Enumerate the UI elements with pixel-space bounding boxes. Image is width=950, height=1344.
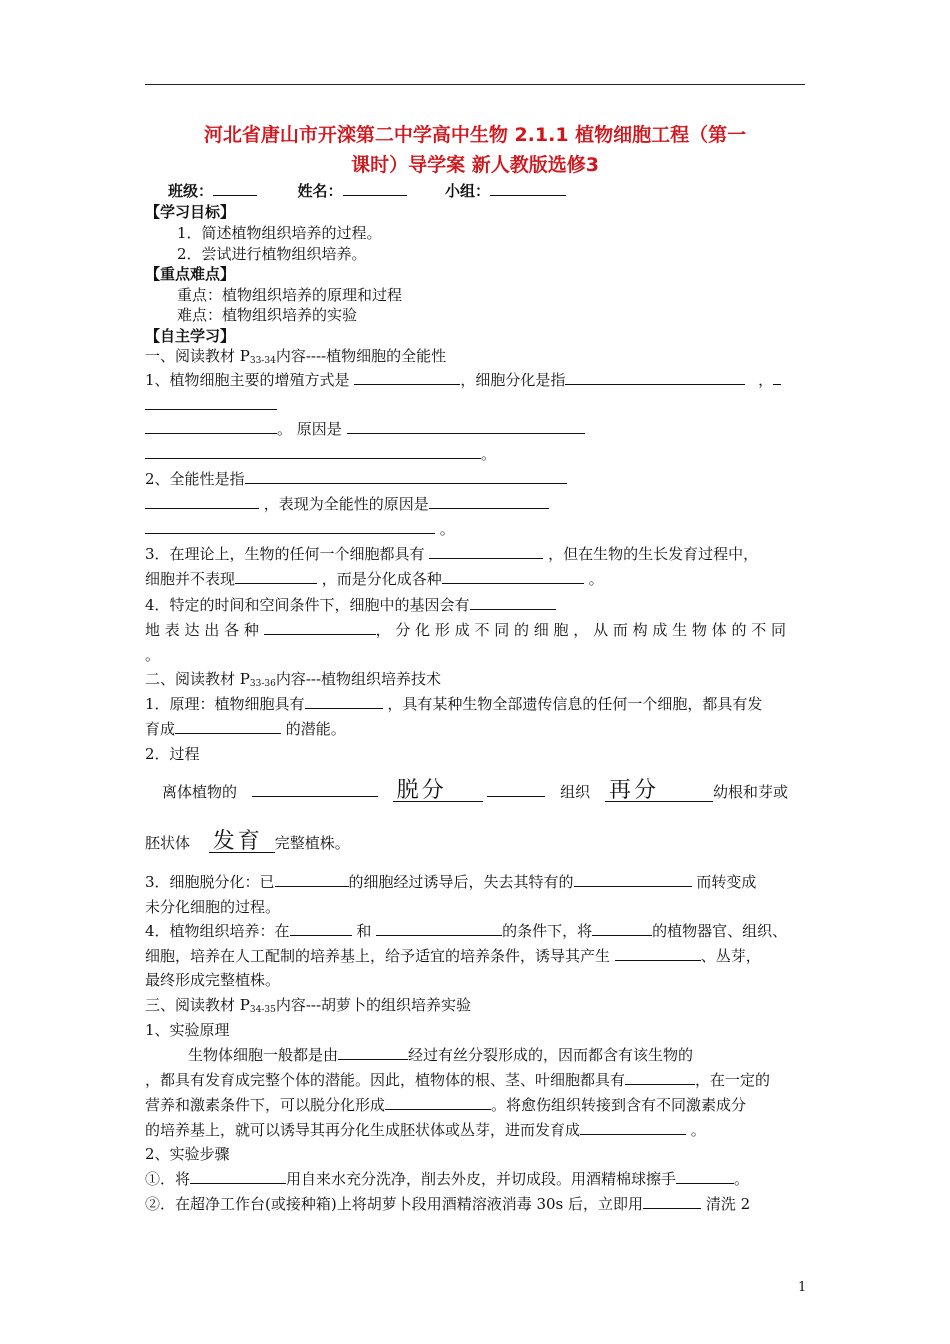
blank-step-1[interactable] [190,1169,286,1184]
blank-step-2[interactable] [676,1169,734,1184]
principle-text-2b: ，在一定的 [695,1071,771,1089]
blank-principle-1[interactable] [338,1045,408,1060]
p4-line-3: 最终形成完整植株。 [145,971,281,989]
p3-line-1 [145,872,756,892]
blank-q3-2[interactable] [235,569,317,584]
blank-q2-1[interactable] [245,469,567,484]
principle-text-2a: ，都具有发育成完整个体的潜能。因此，植物体的根、茎、叶细胞都具有 [145,1071,626,1089]
q2-text-a: 2、全能性是指 [145,470,245,488]
key-point: 重点：植物组织培养的原理和过程 [177,286,403,304]
blank-p3-2[interactable] [574,872,692,887]
p4-text-b: 和 [356,922,372,940]
process-flow-line-1 [162,778,788,803]
class-field[interactable] [213,181,257,196]
flow-development-arrow: 发育 [209,832,275,853]
process-flow-line-2 [145,829,350,854]
q2-text-b: ，表现为全能性的原因是 [263,495,429,513]
blank-q4-2[interactable] [264,620,376,635]
flow-redifferentiation-arrow: 再分 [605,781,713,802]
q2-line-1 [145,469,567,489]
principle-text-1a: 生物体细胞一般都是由 [188,1046,339,1064]
part1-heading [145,346,446,371]
part1-heading-text: 一、阅读教材 P [145,347,250,365]
q2-text-c: 。 [439,520,455,538]
part1-page-range: 33-34 [249,356,276,366]
blank-q2-3[interactable] [429,494,549,509]
blank-p3-1[interactable] [275,872,349,887]
step-1 [145,1169,749,1189]
part2-heading-topic: 内容---植物组织培养技术 [275,670,442,688]
step-2 [145,1194,750,1214]
q4-line-3: 。 [145,646,161,664]
step1-text-a: ①．将 [145,1170,191,1188]
q3-text-a: 3．在理论上，生物的任何一个细胞都具有 [145,545,425,563]
header-rule [145,84,805,85]
name-field[interactable] [343,181,407,196]
p1-line-2 [145,719,346,739]
part3-heading [145,995,471,1020]
goal-item-2: 2．尝试进行植物组织培养。 [177,245,367,263]
p2-heading: 2．过程 [145,745,200,763]
principle-line-3 [145,1095,746,1115]
blank-q1-2[interactable] [565,370,745,385]
q3-line-1 [145,544,758,564]
p4-text-f: 、丛芽， [700,947,761,965]
q4-text-a: 4．特定的时间和空间条件下，细胞中的基因会有 [145,596,470,614]
class-label: 班级： [168,182,214,200]
principle-text-4a: 的培养基上，就可以诱导其再分化生成胚状体或丛芽，进而发育成 [145,1121,581,1139]
blank-p1-2[interactable] [175,719,281,734]
student-info-row [168,181,566,201]
blank-p4-1[interactable] [290,921,352,936]
blank-flow-2[interactable] [487,782,545,797]
self-study-heading: 【自主学习】 [145,327,236,345]
p1-text-a: 1．原理：植物细胞具有 [145,695,305,713]
q3-text-e: 。 [588,570,604,588]
blank-q2-4[interactable] [145,519,435,534]
blank-p1-1[interactable] [305,694,383,709]
flow-text-e: 完整植株。 [274,834,350,852]
principle-text-4b: 。 [690,1121,706,1139]
title-line-2: 课时）导学案 新人教版选修3 [351,154,599,176]
part3-heading-text: 三、阅读教材 P [145,996,250,1014]
p3-line-2: 未分化细胞的过程。 [145,898,281,916]
blank-q1-1[interactable] [354,370,460,385]
q4-text-c: ， 分 化 形 成 不 同 的 细 胞 ， 从 而 构 成 生 物 体 的 不 同 [375,621,786,639]
flow-text-d: 胚状体 [145,834,191,852]
part1-heading-topic: 内容----植物细胞的全能性 [275,347,447,365]
blank-flow-1[interactable] [252,782,378,797]
step1-text-c: 。 [734,1170,750,1188]
flow-text-b: 组织 [560,783,591,801]
principle-text-1b: 经过有丝分裂形成的，因而都含有该生物的 [408,1046,694,1064]
goals-heading: 【学习目标】 [145,203,236,221]
blank-q1-6[interactable] [145,444,481,459]
blank-q2-2[interactable] [145,494,259,509]
p1-text-d: 的潜能。 [285,720,346,738]
blank-q1-3[interactable] [145,395,277,410]
step2-text-a: ②．在超净工作台(或接种箱)上将胡萝卜段用酒精溶液消毒 30s 后，立即用 [145,1195,644,1213]
q4-line-2 [145,620,786,640]
group-field[interactable] [490,181,566,196]
q1-line-4 [145,444,496,464]
q2-line-2 [145,494,549,514]
principle-heading: 1、实验原理 [145,1021,230,1039]
p1-line-1 [145,694,762,714]
p3-text-a: 3．细胞脱分化：已 [145,873,275,891]
name-label: 姓名： [297,182,343,200]
q4-text-b: 地 表 达 出 各 种 [145,621,259,639]
part3-heading-topic: 内容---胡萝卜的组织培养实验 [275,996,472,1014]
q1-text-e: 。 [481,445,497,463]
q1-line-3 [145,419,585,439]
q3-text-b: ，但在生物的生长发育过程中， [548,545,759,563]
part2-heading-text: 二、阅读教材 P [145,670,250,688]
keypoints-heading: 【重点难点】 [145,265,236,283]
principle-line-1 [188,1045,693,1065]
part2-heading [145,669,441,694]
hard-point: 难点：植物组织培养的实验 [177,306,358,324]
blank-q1-5[interactable] [347,419,585,434]
blank-principle-3[interactable] [385,1095,491,1110]
principle-text-3a: 营养和激素条件下，可以脱分化形成 [145,1096,386,1114]
group-label: 小组： [444,182,490,200]
blank-p4-4[interactable] [615,946,701,961]
q3-line-2 [145,569,604,589]
p3-text-c: 而转变成 [696,873,757,891]
flow-text-c: 幼根和芽或 [712,783,788,801]
p3-text-b: 的细胞经过诱导后，失去其特有的 [348,873,574,891]
principle-line-2 [145,1070,770,1090]
q4-line-1 [145,595,556,615]
p4-text-e: 细胞，培养在人工配制的培养基上，给予适宜的培养条件，诱导其产生 [145,947,611,965]
p1-text-b: ，具有某种生物全部遗传信息的任何一个细胞，都具有发 [387,695,763,713]
steps-heading: 2、实验步骤 [145,1145,230,1163]
flow-dedifferentiation-arrow: 脱分 [393,781,483,802]
part2-page-range: 33-36 [249,679,276,689]
page-title [145,120,805,180]
blank-q4-1[interactable] [470,595,556,610]
blank-principle-2[interactable] [625,1070,695,1085]
page-number: 1 [798,1280,807,1295]
principle-line-4 [145,1120,706,1140]
p4-line-1 [145,921,787,941]
blank-q3-1[interactable] [429,544,543,559]
q1-text-b: ，细胞分化是指 [460,371,566,389]
p1-text-c: 育成 [145,720,176,738]
step1-text-b: 用自来水充分洗净，削去外皮，并切成段。用酒精棉球擦手 [286,1170,677,1188]
title-line-1: 河北省唐山市开滦第二中学高中生物 2.1.1 植物细胞工程（第一 [203,124,747,146]
blank-p4-2[interactable] [376,921,502,936]
q2-line-3 [145,519,455,539]
blank-p4-3[interactable] [592,921,652,936]
q1-text-c: ， [758,371,774,389]
step2-text-b: 清洗 2 [705,1195,751,1213]
goal-item-1: 1．简述植物组织培养的过程。 [177,224,382,242]
blank-q1-4[interactable] [145,419,277,434]
blank-q1-2b[interactable] [773,370,781,385]
q3-text-d: ，而是分化成各种 [321,570,442,588]
flow-text-a: 离体植物的 [162,783,238,801]
blank-step-3[interactable] [643,1194,701,1209]
p4-line-2 [145,946,761,966]
p4-text-a: 4．植物组织培养：在 [145,922,290,940]
part3-page-range: 34-35 [249,1005,276,1015]
principle-text-3b: 。将愈伤组织转接到含有不同激素成分 [491,1096,747,1114]
q1-line-2 [145,395,277,415]
q1-text-a: 1、植物细胞主要的增殖方式是 [145,371,350,389]
q3-text-c: 细胞并不表现 [145,570,236,588]
q1-line-1 [145,370,781,390]
q1-text-d: 。 原因是 [277,420,342,438]
blank-principle-4[interactable] [580,1120,686,1135]
blank-q3-3[interactable] [442,569,584,584]
p4-text-c: 的条件下，将 [502,922,593,940]
p4-text-d: 的植物器官、组织、 [652,922,788,940]
